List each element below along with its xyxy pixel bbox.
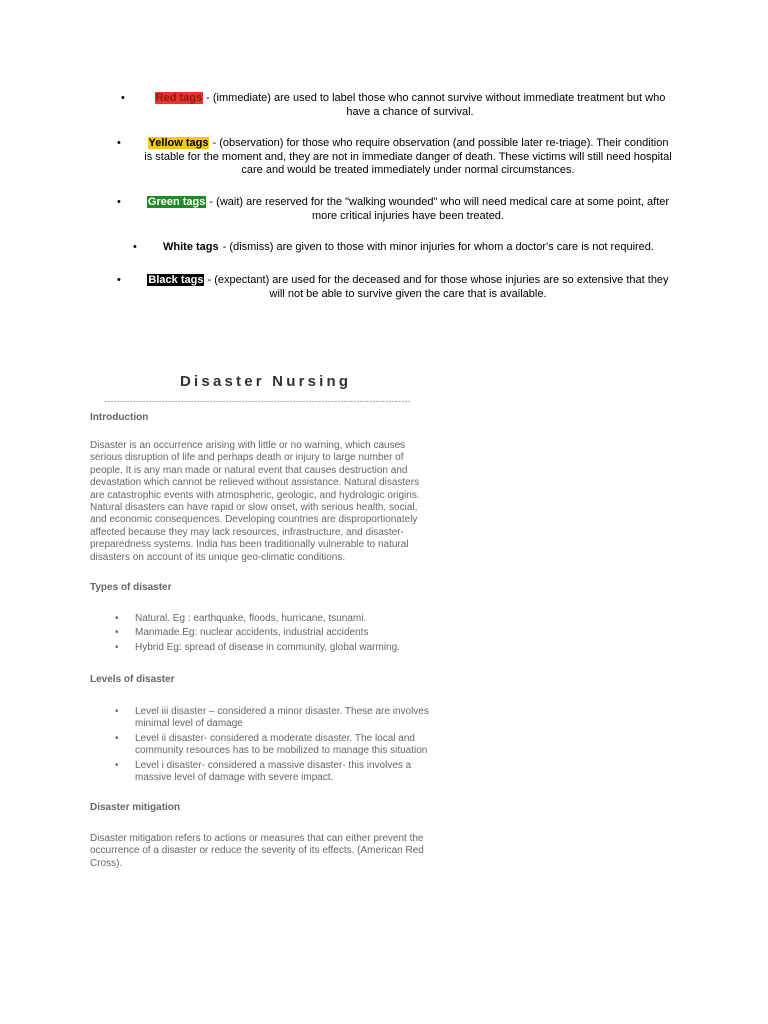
mitigation-line: Disaster mitigation refers to actions or measures that can either prevent the [90, 833, 424, 844]
list-item-text: Level iii disaster – considered a minor disaster. These are involves [135, 706, 429, 717]
mitigation-line: Cross). [90, 857, 123, 869]
bullet: • [115, 641, 119, 653]
yellow-tag-text-3: care and would be treated immediately under normal circumstances. [241, 164, 575, 176]
levels-list [115, 706, 455, 784]
bullet: • [115, 759, 119, 771]
black-tag-label: Black tags [148, 274, 204, 286]
triage-red [140, 92, 680, 119]
bullet: • [115, 732, 119, 744]
bullet: • [133, 241, 137, 253]
bullet: • [115, 613, 119, 624]
bullet: • [115, 706, 119, 717]
yellow-tag-label: Yellow tags [148, 137, 209, 149]
red-tag-text: - (immediate) are used to label those who cannot survive without immediate treatment but who [203, 92, 666, 104]
list-item [115, 706, 455, 731]
types-heading: Types of disaster [90, 582, 172, 593]
list-item [115, 733, 455, 758]
bullet: • [117, 274, 121, 286]
list-item-text: Hybrid Eg: spread of disease in community, global warming. [135, 641, 400, 653]
mitigation-line: occurrence of a disaster or reduce the severity of its effects. (American Red [90, 845, 424, 857]
green-tag-label: Green tags [147, 196, 206, 208]
list-item [115, 760, 455, 785]
list-item-text: Manmade.Eg: nuclear accidents, industrial accidents [135, 627, 369, 639]
list-item-text: Natural. Eg : earthquake, floods, hurricane, tsunami. [135, 613, 367, 624]
green-tag-text: - (wait) are reserved for the "walking wounded" who will need medical care at some point, after [206, 196, 670, 208]
intro-line: affected because they may lack resources, infrastructure, and disaster- [90, 526, 404, 538]
triage-yellow [130, 137, 686, 178]
yellow-tag-text: - (observation) for those who require observation (and possible later re-triage). Their condition [209, 137, 669, 149]
bullet: • [121, 92, 125, 104]
black-tag-text-2: will not be able to survive given the care that is available. [269, 287, 547, 300]
list-item-text: massive level of damage with severe impact. [135, 772, 334, 784]
list-item [115, 613, 455, 625]
intro-line: devastation which cannot be relieved without assistance. Natural disasters [90, 477, 420, 489]
list-item-text: Level i disaster- considered a massive disaster- this involves a [135, 759, 412, 771]
green-tag-text-2: more critical injuries have been treated. [312, 209, 504, 222]
list-item [115, 642, 455, 654]
divider: ------------------------------------------------------------------------------------------------ [104, 396, 411, 406]
yellow-tag-text-2: is stable for the moment and, they are not in immediate danger of death. These victims will still need hospital [144, 150, 672, 163]
bullet: • [115, 627, 119, 639]
intro-line: are catastrophic events with atmospheric, geologic, and hydrologic origins. [90, 489, 420, 501]
intro-line: serious disruption of life and perhaps death or injury to large number of [90, 452, 404, 464]
intro-line: people. It is any man made or natural event that causes destruction and [90, 464, 408, 476]
triage-green [130, 196, 686, 223]
list-item [115, 627, 455, 639]
black-tag-text: - (expectant) are used for the deceased and for those whose injuries are so extensive that they [204, 274, 669, 286]
intro-line: Natural disasters can have rapid or slow onset, with serious health, social, [90, 502, 418, 514]
mitigation-heading: Disaster mitigation [90, 802, 181, 813]
intro-heading: Introduction [90, 412, 149, 423]
types-list [115, 613, 455, 654]
mitigation-paragraph [90, 833, 450, 870]
intro-line: preparedness systems. India has been traditionally vulnerable to natural [90, 539, 409, 551]
intro-line: Disaster is an occurrence arising with little or no warning, which causes [90, 440, 406, 451]
triage-black [130, 274, 686, 301]
bullet: • [117, 137, 121, 149]
levels-heading: Levels of disaster [90, 674, 175, 685]
red-tag-text-2: have a chance of survival. [346, 105, 474, 118]
list-item-text: Level ii disaster- considered a moderate disaster. The local and [135, 732, 415, 744]
white-tag-text: - (dismiss) are given to those with minor injuries for whom a doctor's care is not required. [219, 241, 654, 253]
bullet: • [117, 196, 121, 208]
page-title: Disaster Nursing [180, 373, 352, 390]
intro-line: and economic consequences. Developing countries are disproportionately [90, 514, 418, 526]
red-tag-label: Red tags [155, 92, 203, 104]
intro-paragraph [90, 440, 450, 564]
white-tag-label: White tags [163, 241, 219, 253]
list-item-text: community resources has to be mobilized to manage this situation [135, 745, 428, 757]
triage-white [148, 241, 668, 255]
intro-line: disasters on account of its unique geo-climatic conditions. [90, 551, 346, 563]
list-item-text: minimal level of damage [135, 718, 243, 730]
